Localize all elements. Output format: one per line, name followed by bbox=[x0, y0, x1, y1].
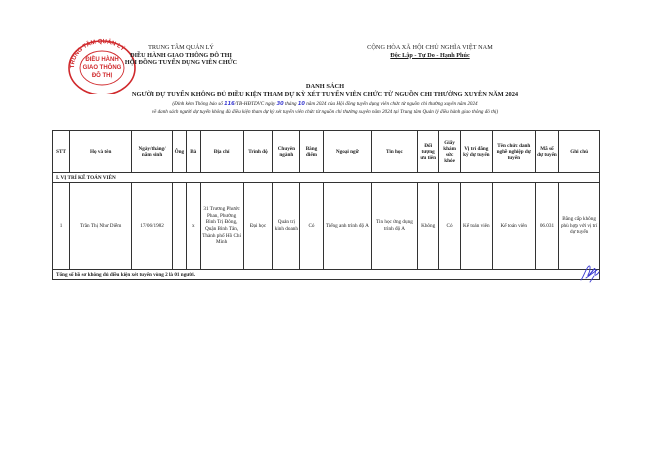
col-header: Chuyên ngành bbox=[273, 131, 300, 173]
handwritten-month: 10 bbox=[297, 101, 305, 107]
col-header: Ông bbox=[172, 131, 186, 173]
note-month-label: tháng bbox=[284, 101, 297, 107]
org-line-3: HỘI ĐỒNG TUYỂN DỤNG VIÊN CHỨC bbox=[124, 59, 238, 67]
cell-priority: Không bbox=[417, 183, 438, 270]
seal-center-line-3: ĐÔ THỊ bbox=[91, 73, 113, 79]
total-text: Tổng số hồ sơ không đủ điều kiện xét tuyển vòng 2 là 01 người. bbox=[53, 270, 600, 280]
note-prefix: (Đính kèm Thông báo số bbox=[172, 101, 223, 107]
cell-position: Kế toán viên bbox=[460, 183, 492, 270]
cell-it: Tin học ứng dụng trình độ A bbox=[371, 183, 417, 270]
col-header: Ngày/tháng/ năm sinh bbox=[132, 131, 173, 173]
document-title: DANH SÁCH bbox=[305, 83, 345, 90]
col-header: Tên chức danh nghề nghiệp dự tuyển bbox=[492, 131, 535, 173]
document-subtitle: NGƯỜI DỰ TUYỂN KHÔNG ĐỦ ĐIỀU KIỆN THAM DỰ KỲ XÉT TUYỂN VIÊN CHỨC TỪ NGUỒN CHI THƯỜNG XUYÊN NĂM 2024 bbox=[131, 91, 519, 98]
nation-name: CỘNG HÒA XÃ HỘI CHỦ NGHĨA VIỆT NAM bbox=[367, 44, 493, 51]
col-header: Mã số dự tuyển bbox=[535, 131, 559, 173]
col-header: Bằng điểm bbox=[300, 131, 324, 173]
seal-center-line-2: GIAO THÔNG bbox=[82, 65, 122, 71]
col-header: STT bbox=[53, 131, 70, 173]
cell-male bbox=[172, 183, 186, 270]
handwritten-number: 116 bbox=[224, 101, 235, 107]
organization-header bbox=[96, 44, 266, 67]
col-header: Giấy khám sức khỏe bbox=[439, 131, 460, 173]
org-line-2: ĐIỀU HÀNH GIAO THÔNG ĐÔ THỊ bbox=[130, 51, 232, 59]
seal-ring-text: TRUNG TÂM QUẢN LÝ bbox=[69, 39, 126, 69]
nation-motto: Độc Lập - Tự Do - Hạnh Phúc bbox=[390, 51, 470, 59]
table-header-row bbox=[53, 131, 600, 173]
cell-health: Có bbox=[439, 183, 460, 270]
col-header: Địa chỉ bbox=[200, 131, 243, 173]
cell-title: Kế toán viên bbox=[492, 183, 535, 270]
cell-level: Đại học bbox=[243, 183, 273, 270]
cell-female: x bbox=[186, 183, 200, 270]
col-header: Vị trí đăng ký dự tuyển bbox=[460, 131, 492, 173]
col-header: Ghi chú bbox=[559, 131, 600, 173]
cell-dob: 17/06/1982 bbox=[132, 183, 173, 270]
cell-name: Trần Thị Như Diễm bbox=[70, 183, 132, 270]
col-header: Ngoại ngữ bbox=[323, 131, 371, 173]
attachment-note bbox=[60, 101, 590, 107]
handwritten-day: 30 bbox=[276, 101, 284, 107]
cell-stt: 1 bbox=[53, 183, 70, 270]
cell-note: Bằng cấp không phù hợp với vị trí dự tuyển bbox=[559, 183, 600, 270]
cell-code: 06.031 bbox=[535, 183, 559, 270]
cell-address: 31 Trương Phước Phan, Phường Bình Trị Đông, Quận Bình Tân, Thành phố Hồ Chí Minh bbox=[200, 183, 243, 270]
candidate-table bbox=[52, 130, 600, 280]
col-header: Họ và tên bbox=[70, 131, 132, 173]
cell-language: Tiếng anh trình độ A bbox=[323, 183, 371, 270]
section-row bbox=[53, 173, 600, 183]
col-header: Trình độ bbox=[243, 131, 273, 173]
attachment-note-line-2: về danh sách người dự tuyển không đủ điều kiện tham dự kỳ xét tuyển viên chức từ nguồn chi thường xuyên năm 2024 tại Trung tâm Quản lý điều hành giao thông đô thị) bbox=[151, 109, 499, 115]
signature bbox=[578, 262, 602, 284]
col-header: Bà bbox=[186, 131, 200, 173]
total-row bbox=[53, 270, 600, 280]
section-title: I. VỊ TRÍ KẾ TOÁN VIÊN bbox=[53, 173, 600, 183]
note-rest: năm 2024 của Hội đồng tuyển dụng viên chức từ nguồn chi thường xuyên năm 2024 bbox=[306, 101, 478, 107]
note-ref: /TB-HĐTDVC ngày bbox=[234, 101, 276, 107]
table-row bbox=[53, 183, 600, 270]
col-header: Tin học bbox=[371, 131, 417, 173]
org-line-1: TRUNG TÂM QUẢN LÝ bbox=[148, 44, 214, 51]
cell-major: Quản trị kinh doanh bbox=[273, 183, 300, 270]
seal-center-line-1: ĐIỀU HÀNH bbox=[85, 57, 119, 63]
col-header: Đối tượng ưu tiên bbox=[417, 131, 438, 173]
national-header bbox=[350, 44, 510, 60]
cell-diploma: Có bbox=[300, 183, 324, 270]
